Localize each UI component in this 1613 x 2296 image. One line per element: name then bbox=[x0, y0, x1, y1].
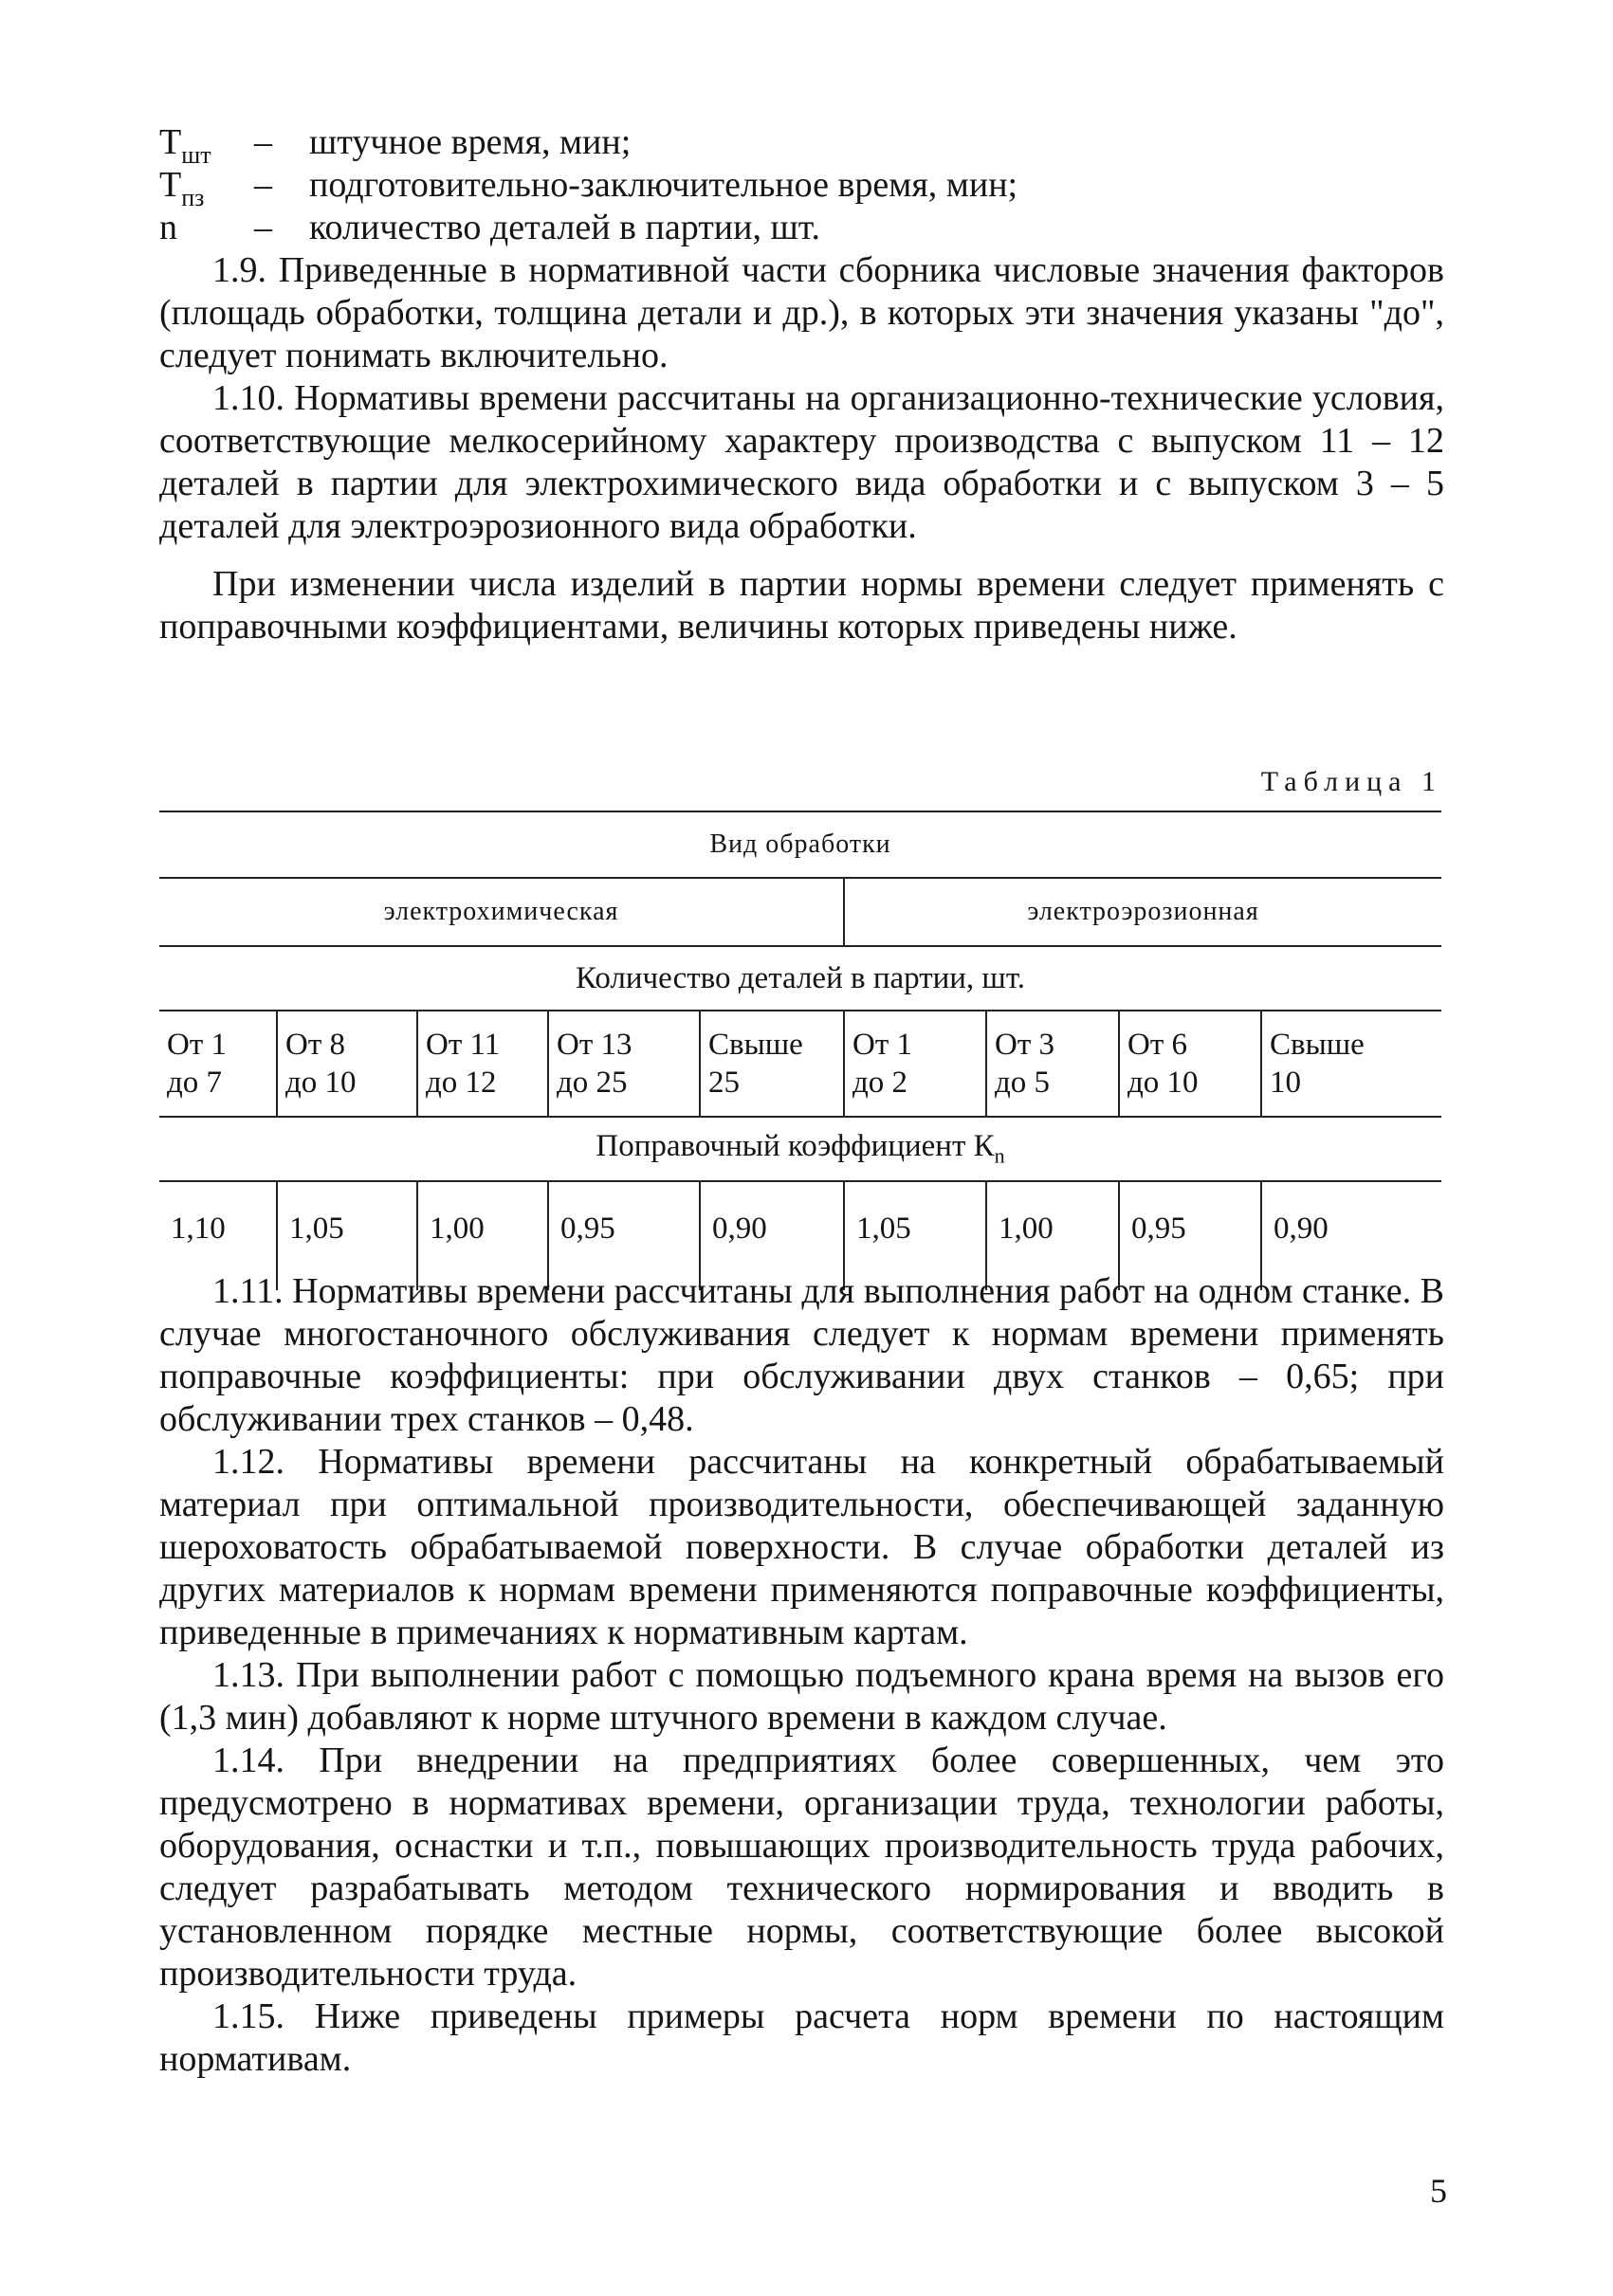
qty-header: Количество деталей в партии, шт. bbox=[159, 946, 1441, 1011]
definition-symbol: $T_{пз}$ bbox=[159, 165, 205, 211]
table-qty-header-row bbox=[159, 946, 1441, 1011]
paragraph-1-9: 1.9. Приведенные в нормативной части сборника числовые значения факторов (площадь обработки, толщина детали и др.), в которых эти значения указаны "до", следует понимать включительно. bbox=[159, 250, 1444, 375]
definition-row bbox=[159, 164, 1444, 211]
definition-text: количество деталей в партии, шт. bbox=[309, 208, 820, 247]
paragraph-1-12: 1.12. Нормативы времени рассчитаны на конкретный обрабатываемый материал при оптимальной производительности, обеспечивающей заданную шероховатость обрабатываемой поверхности. В случае обработки деталей из других материалов к нормам времени применяются поправочные коэффициенты, приведенные в примечаниях к нормативным картам. bbox=[159, 1442, 1444, 1652]
paragraph-quantity-change: При изменении числа изделий в партии нормы времени следует применять с поправочными коэффициентами, величины которых приведены ниже. bbox=[159, 564, 1444, 647]
coef-value-cell: 0,95 bbox=[548, 1181, 700, 1290]
correction-coefficient-table bbox=[159, 811, 1441, 1290]
coef-value-cell: 0,90 bbox=[700, 1181, 844, 1290]
range-cell: От 6 до 10 bbox=[1119, 1011, 1261, 1117]
range-cell: Свыше 10 bbox=[1261, 1011, 1441, 1117]
definition-symbol: n bbox=[159, 208, 177, 247]
range-cell: От 11 до 12 bbox=[417, 1011, 548, 1117]
coef-value-cell: 1,05 bbox=[844, 1181, 986, 1290]
definition-text: подготовительно-заключительное время, мин; bbox=[309, 165, 1018, 205]
group-electrochemical: электрохимическая bbox=[159, 878, 844, 946]
processing-type-header: Вид обработки bbox=[159, 811, 1441, 878]
table-range-row bbox=[159, 1011, 1441, 1117]
page-number: 5 bbox=[1430, 2172, 1447, 2210]
paragraph-1-13: 1.13. При выполнении работ с помощью подъемного крана время на вызов его (1,3 мин) добавляют к норме штучного времени в каждом случае. bbox=[159, 1655, 1444, 1738]
table-group-row bbox=[159, 878, 1441, 946]
definition-row bbox=[159, 121, 1444, 169]
coef-value-cell: 1,00 bbox=[986, 1181, 1119, 1290]
definition-row bbox=[159, 207, 1444, 249]
coef-value-cell: 1,10 bbox=[171, 1211, 226, 1246]
definition-dash: – bbox=[254, 122, 272, 162]
paragraph-1-10: 1.10. Нормативы времени рассчитаны на организационно-технические условия, соответствующие мелкосерийному характеру производства с выпуском 11 – 12 деталей в партии для электрохимического вида обработки и с выпуском 3 – 5 деталей для электроэрозионного вида обработки. bbox=[159, 378, 1444, 546]
bottom-paragraphs bbox=[159, 1270, 1444, 2081]
top-paragraphs bbox=[159, 249, 1444, 648]
coef-header: Поправочный коэффициент $К_n$ bbox=[159, 1117, 1441, 1181]
range-cell: От 8 до 10 bbox=[277, 1011, 417, 1117]
coef-value-cell: 1,05 bbox=[277, 1181, 417, 1290]
paragraph-1-11: 1.11. Нормативы времени рассчитаны для выполнения работ на одном станке. В случае многостаночного обслуживания следует к нормам времени применять поправочные коэффициенты: при обслуживании двух станков – 0,65; при обслуживании трех станков – 0,48. bbox=[159, 1271, 1444, 1439]
definition-symbol: $T_{шт}$ bbox=[159, 122, 211, 169]
definitions-list bbox=[159, 121, 1444, 249]
range-cell: От 1 до 7 bbox=[159, 1011, 277, 1117]
table-coef-header-row bbox=[159, 1117, 1441, 1181]
coef-value-cell: 1,00 bbox=[417, 1181, 548, 1290]
definition-text: штучное время, мин; bbox=[309, 122, 632, 162]
table-caption: Таблица 1 bbox=[1260, 766, 1442, 797]
paragraph-1-15: 1.15. Ниже приведены примеры расчета норм времени по настоящим нормативам. bbox=[159, 1996, 1444, 2079]
definition-dash: – bbox=[254, 208, 272, 247]
range-cell: Свыше 25 bbox=[700, 1011, 844, 1117]
coef-value-cell: 0,95 bbox=[1119, 1181, 1261, 1290]
group-electroerosion: электроэрозионная bbox=[844, 878, 1441, 946]
range-cell: От 13 до 25 bbox=[548, 1011, 700, 1117]
range-cell: От 3 до 5 bbox=[986, 1011, 1119, 1117]
paragraph-1-14: 1.14. При внедрении на предприятиях более совершенных, чем это предусмотрено в нормативах времени, организации труда, технологии работы, оборудования, оснастки и т.п., повышающих производительность труда рабочих, следует разрабатывать методом технического нормирования и вводить в установленном порядке местные нормы, соответствующие более высокой производительности труда. bbox=[159, 1740, 1444, 1994]
table-header-row bbox=[159, 811, 1441, 878]
coef-value-cell: 0,90 bbox=[1261, 1181, 1441, 1290]
definition-dash: – bbox=[254, 165, 272, 205]
range-cell: От 1 до 2 bbox=[844, 1011, 986, 1117]
